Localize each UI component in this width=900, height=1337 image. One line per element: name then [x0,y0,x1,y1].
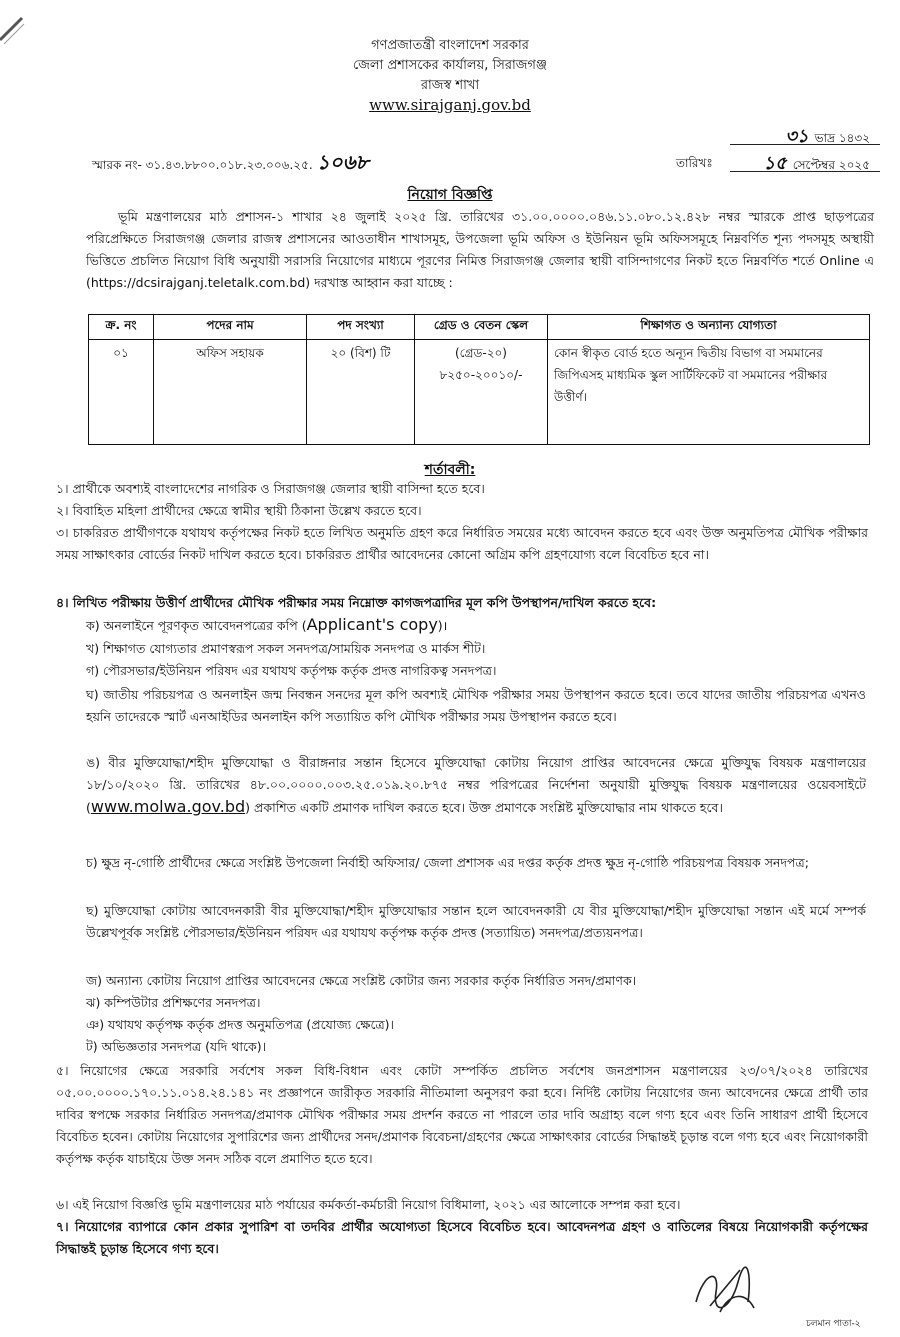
condition-4e [86,752,866,819]
posts-table [88,314,870,445]
header-office: জেলা প্রশাসকের কার্যালয়, সিরাজগঞ্জ [352,58,548,73]
col-grade: গ্রেড ও বেতন স্কেল [415,315,548,340]
table-row [89,340,870,445]
col-count: পদ সংখ্যা [307,315,415,340]
condition-3: ৩। চাকরিরত প্রার্থীগণকে যথাযথ কর্তৃপক্ষের নিকট হতে লিখিত অনুমতি গ্রহণ করে নির্ধারিত সময়ের মধ্যে আবেদন করতে হবে এবং উক্ত অনুমতিপত্র মৌখিক পরীক্ষার সময় সাক্ষাৎকার বোর্ডের নিকট দাখিল করতে হবে। চাকরিরত প্রার্থীর আবেদনের কোনো অগ্রিম কপি গ্রহণযোগ্য বলে বিবেচিত হবে না। [56,525,868,562]
condition-4a-applicant-copy: Applicant's copy [306,615,438,634]
cell-grade [415,340,548,445]
header-website-link[interactable]: www.sirajganj.gov.bd [369,96,531,114]
condition-4i: ঝ) কম্পিউটার প্রশিক্ষণের সনদপত্র। [86,995,261,1010]
header-website-wrap [0,96,900,116]
cell-serial: ০১ [89,340,154,445]
date-english-handwritten: ১৫ [763,153,787,174]
col-post: পদের নাম [154,315,307,340]
condition-7: ৭। নিয়োগের ব্যাপারে কোন প্রকার সুপারিশ বা তদবির প্রার্থীর অযোগ্যতা হিসেবে বিবেচিত হবে। আবেদনপত্র গ্রহণ ও বাতিলের বিষয়ে নিয়োগকারী কর্তৃপক্ষের সিদ্ধান্তই চূড়ান্ত হিসেবে গণ্য হবে। [56,1219,868,1256]
cell-qualification: কোন স্বীকৃত বোর্ড হতে অন্যূন দ্বিতীয় বিভাগ বা সমমানের জিপিএসহ মাধ্যমিক স্কুল সার্টিফিকেট বা সমমানের পরীক্ষার উত্তীর্ণ। [548,340,870,445]
condition-4a-text: ক) অনলাইনে পূরণকৃত আবেদনপত্রের কপি ( [86,618,307,633]
molwa-website-link[interactable]: www.molwa.gov.bd [90,797,246,816]
date-bangla-handwritten: ৩১ [785,126,809,147]
date-english-rest: সেপ্টেম্বর ২০২৫ [792,158,870,172]
condition-4e-text: ঙ) বীর মুক্তিযোদ্ধা/শহীদ মুক্তিযোদ্ধা ও বীরাঙ্গনার সন্তান হিসেবে মুক্তিযোদ্ধা কোটায় নিয়োগ প্রাপ্তির আবেদনের ক্ষেত্রে মুক্তিযুদ্ধ বিষয়ক মন্ত্রণালয়ের ১৮/১০/২০২০ খ্রি. তারিখের ৪৮.০০.০০০০.০০৩.২৫.০১৯.২০.৮৭৫ নম্বর পরিপত্রের নির্দেশনা অনুযায়ী মুক্তিযুদ্ধ বিষয়ক মন্ত্রণালয়ের ওয়েবসাইটে ( [86,755,866,815]
condition-5: ৫। নিয়োগের ক্ষেত্রে সরকারি সর্বশেষ সকল বিধি-বিধান এবং কোটা সম্পর্কিত প্রচলিত সর্বশেষ জনপ্রশাসন মন্ত্রণালয়ের ২৩/০৭/২০২৪ তারিখের ০৫.০০.০০০০.১৭০.১১.০১৪.২৪.১৪১ নং প্রজ্ঞাপনে জারীকৃত সরকারি নীতিমালা অনুসরণ করা হবে। নির্দিষ্ট কোটায় নিয়োগের জন্য আবেদনের ক্ষেত্রে প্রার্থী তার দাবির স্বপক্ষে সরকার নির্ধারিত সনদপত্র/প্রমাণক মৌখিক পরীক্ষার সময় প্রদর্শন করতে না পারলে তার দাবি অগ্রাহ্য বলে গণ্য হবে এবং তিনি সাধারণ প্রার্থী হিসেবে বিবেচিত হবেন। কোটায় নিয়োগের সুপারিশের জন্য প্রার্থীদের সনদ/প্রমাণক বিবেচনা/গ্রহণের ক্ষেত্রে সাক্ষাৎকার বোর্ডের সিদ্ধান্তই চূড়ান্ত বলে গণ্য হবে এবং নিয়োগকারী কর্তৃপক্ষ কর্তৃক যাচাইয়ে উক্ত সনদ সঠিক বলে প্রমাণিত হতে হবে। [56,1063,868,1166]
col-qualification: শিক্ষাগত ও অন্যান্য যোগ্যতা [548,315,870,340]
condition-4j: ঞ) যথাযথ কর্তৃপক্ষ কর্তৃক প্রদত্ত অনুমতিপত্র (প্রযোজ্য ক্ষেত্রে)। [86,1017,395,1032]
cell-grade-level: (গ্রেড-২০) [455,346,507,360]
condition-4k: ট) অভিজ্ঞতার সনদপত্র (যদি থাকে)। [86,1039,267,1054]
condition-4h: জ) অন্যান্য কোটায় নিয়োগ প্রাপ্তির আবেদনের ক্ষেত্রে সংশ্লিষ্ট কোটার জন্য সরকার কর্তৃক নির্ধারিত সনদ/প্রমাণক। [86,973,637,988]
footer-continued: চলমান পাতা-২ [806,1319,861,1329]
intro-paragraph: ভূমি মন্ত্রণালয়ের মাঠ প্রশাসন-১ শাখার ২৪ জুলাই ২০২৫ খ্রি. তারিখের ৩১.০০.০০০০.০৪৬.১১.০৮০.১২.৪২৮ নম্বর স্মারকে প্রাপ্ত ছাড়পত্রের পরিপ্রেক্ষিতে সিরাজগঞ্জ জেলার রাজস্ব প্রশাসনের আওতাধীন শাখাসমূহ, উপজেলা ভূমি অফিস ও ইউনিয়ন ভূমি অফিসসমূহে নিম্নবর্ণিত শূন্য পদসমূহ অস্থায়ী ভিত্তিতে প্রচলিত নিয়োগ বিধি অনুযায়ী সরাসরি নিয়োগের মাধ্যমে পূরণের নিমিত্ত সিরাজগঞ্জ জেলার স্থায়ী বাসিন্দাগণের নিকট হতে নিম্নবর্ণিত শর্তে Online এ (https://dcsirajganj.teletalk.com.bd) দরখাস্ত আহ্বান করা যাচ্ছে : [86,209,874,290]
table-header-row [89,315,870,340]
cell-count: ২০ (বিশ) টি [307,340,415,445]
header-govt: গণপ্রজাতন্ত্রী বাংলাদেশ সরকার [371,38,529,53]
memo-ref-label: স্মারক নং- ৩১.৪৩.৮৮০০.০১৮.২৩.০০৬.২৫. [92,158,313,172]
condition-4d: ঘ) জাতীয় পরিচয়পত্র ও অনলাইন জন্ম নিবন্ধন সনদের মূল কপি অবশ্যই মৌখিক পরীক্ষার সময় উপস্থাপন করতে হবে। তবে যাদের জাতীয় পরিচয়পত্র এখনও হয়নি তাদেরকে স্মার্ট এনআইডির অনলাইন কপি সত্যায়িত কপি মৌখিক পরীক্ষার সময় উপস্থাপন করতে হবে। [86,687,866,724]
condition-4: ৪। লিখিত পরীক্ষায় উত্তীর্ণ প্রার্থীদের মৌখিক পরীক্ষার সময় নিম্নোক্ত কাগজপত্রাদির মূল কপি উপস্থাপন/দাখিল করতে হবে: [56,595,657,610]
cell-pay-scale: ৮২৫০-২০০১০/- [439,368,523,382]
date-label: তারিখঃ [676,156,713,170]
condition-1: ১। প্রার্থীকে অবশ্যই বাংলাদেশের নাগরিক ও সিরাজগঞ্জ জেলার স্থায়ী বাসিন্দা হতে হবে। [56,481,485,496]
condition-2: ২। বিবাহিত মহিলা প্রার্থীদের ক্ষেত্রে স্বামীর স্থায়ী ঠিকানা উল্লেখ করতে হবে। [56,503,422,518]
signature-icon [690,1262,760,1317]
condition-4a [86,614,447,637]
condition-4e-end: ) প্রকাশিত একটি প্রমাণক দাখিল করতে হবে। উক্ত প্রমাণকে সংশ্লিষ্ট মুক্তিযোদ্ধার নাম থাকতে হবে। [245,800,723,815]
date-bangla-rest: ভাদ্র ১৪৩২ [814,131,870,145]
col-serial: ক্র. নং [89,315,154,340]
condition-4a-end: )। [437,618,448,633]
condition-4f: চ) ক্ষুদ্র নৃ-গোষ্ঠি প্রার্থীদের ক্ষেত্রে সংশ্লিষ্ট উপজেলা নির্বাহী অফিসার/ জেলা প্রশাসক এর দপ্তর কর্তৃক প্রদত্ত ক্ষুদ্র নৃ-গোষ্ঠি পরিচয়পত্র বিষয়ক সনদপত্র; [86,855,809,870]
condition-6: ৬। এই নিয়োগ বিজ্ঞপ্তি ভূমি মন্ত্রণালয়ের মাঠ পর্যায়ের কর্মকর্তা-কর্মচারী নিয়োগ বিধিমালা, ২০২১ এর আলোকে সম্পন্ন করা হবে। [56,1197,681,1212]
condition-4b: খ) শিক্ষাগত যোগ্যতার প্রমাণস্বরূপ সকল সনদপত্র/সাময়িক সনদপত্র ও মার্কস শীট। [86,641,486,656]
conditions-title: শর্তাবলী: [424,462,476,478]
header-branch: রাজস্ব শাখা [420,78,480,93]
condition-4g: ছ) মুক্তিযোদ্ধা কোটায় আবেদনকারী বীর মুক্তিযোদ্ধা/শহীদ মুক্তিযোদ্ধার সন্তান হলে আবেদনকারী যে বীর মুক্তিযোদ্ধা/শহীদ মুক্তিযোদ্ধা সন্তান এই মর্মে সম্পর্ক উল্লেখপূর্বক সংশ্লিষ্ট পৌরসভার/ইউনিয়ন পরিষদ এর যথাযথ কর্তৃপক্ষ কর্তৃক প্রদত্ত (সত্যায়িত) সনদপত্র/প্রত্যয়নপত্র। [86,903,866,940]
date-bangla [730,122,880,145]
date-english [730,145,880,172]
condition-4c: গ) পৌরসভার/ইউনিয়ন পরিষদ এর যথাযথ কর্তৃপক্ষ কর্তৃক প্রদত্ত নাগরিকত্ব সনদপত্র। [86,663,497,678]
memo-reference [92,148,369,181]
memo-ref-handwritten: ১০৬৮ [316,150,369,174]
cell-post: অফিস সহায়ক [154,340,307,445]
date-box [730,122,880,172]
notice-title: নিয়োগ বিজ্ঞপ্তি [407,187,493,203]
